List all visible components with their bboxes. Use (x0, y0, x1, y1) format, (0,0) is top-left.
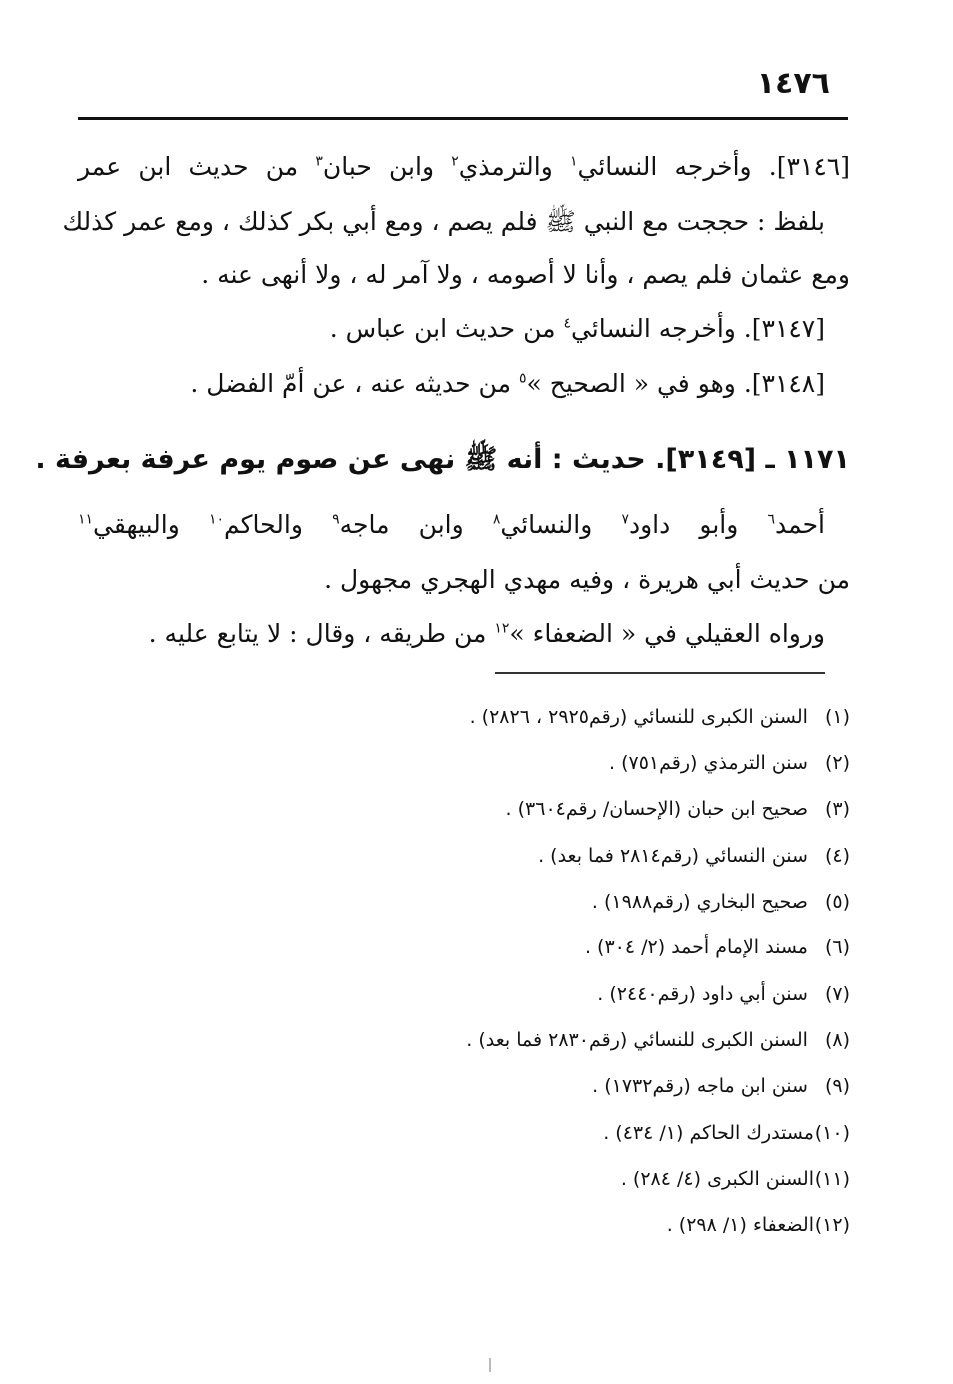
footnote-text: سنن النسائي (رقم٢٨١٤ فما بعد) . (538, 845, 808, 867)
footnote-text: مسند الإمام أحمد (٢/ ٣٠٤) . (584, 936, 808, 958)
footnote-3 (506, 789, 850, 829)
text: من حديثه عنه ، عن أمّ الفضل . (190, 369, 519, 398)
text: [٣١٤٦]. وأخرجه النسائي (577, 152, 850, 181)
footnote-ref-4[interactable]: ٤ (563, 315, 571, 332)
footnote-4 (538, 836, 850, 876)
page-number: ١٤٧٦ (756, 66, 830, 101)
footnote-ref-2[interactable]: ٢ (451, 153, 459, 170)
footnote-ref-8[interactable]: ٨ (492, 511, 501, 528)
footnote-ref-3[interactable]: ٣ (315, 153, 323, 170)
takhrij-line-1 (78, 503, 825, 547)
footnote-ref-12[interactable]: ١٢ (494, 620, 510, 637)
footnote-text: سنن الترمذي (رقم٧٥١) . (609, 752, 808, 774)
text: [٣١٤٧]. وأخرجه النسائي (570, 314, 825, 343)
text: والنسائي (500, 510, 622, 539)
footnote-ref-5[interactable]: ٥ (518, 370, 527, 387)
paragraph-3146-line-3: ومع عثمان فلم يصم ، وأنا لا أصومه ، ولا آمر له ، ولا أنهى عنه . (201, 260, 850, 289)
footnote-number: (٢) (824, 752, 850, 774)
scan-mark (489, 1358, 491, 1372)
footnote-text: السنن الكبرى (٤/ ٢٨٤) . (620, 1168, 814, 1190)
footnote-text: صحيح ابن حبان (الإحسان/ رقم٣٦٠٤) . (505, 798, 808, 820)
footnote-text: سنن أبي داود (رقم٢٤٤٠) . (597, 983, 808, 1005)
footnote-text: مستدرك الحاكم (١/ ٤٣٤) . (603, 1122, 814, 1144)
footnote-number: (٥) (824, 891, 850, 913)
footnote-8 (466, 1020, 850, 1060)
footnote-ref-6[interactable]: ٦ (767, 511, 776, 528)
text: من حديث ابن عمر (78, 152, 316, 181)
paragraph-3148 (190, 362, 825, 406)
text: أحمد (775, 510, 825, 539)
takhrij-line-3 (149, 612, 825, 656)
paragraph-3146-line-1 (78, 145, 850, 189)
footnote-number: (٨) (824, 1029, 850, 1051)
footnote-number: (١) (824, 706, 850, 728)
text: وأبو داود (628, 510, 768, 539)
footnote-text: السنن الكبرى للنسائي (رقم٢٨٣٠ فما بعد) . (466, 1029, 808, 1051)
footnote-text: سنن ابن ماجه (رقم١٧٣٢) . (592, 1075, 808, 1097)
footnote-text: السنن الكبرى للنسائي (رقم٢٩٢٥ ، ٢٨٢٦) . (469, 706, 808, 728)
takhrij-line-2: من حديث أبي هريرة ، وفيه مهدي الهجري مجهول . (324, 565, 850, 594)
paragraph-3146-line-2: بلفظ : حججت مع النبي ﷺ فلم يصم ، ومع أبي بكر كذلك ، ومع عمر كذلك (62, 207, 825, 236)
footnote-number: (٣) (824, 798, 850, 820)
footnote-number: (٤) (824, 845, 850, 867)
footnote-9 (592, 1066, 850, 1106)
hadith-number: ١١٧١ ـ [٣١٤٩]. (655, 444, 850, 475)
text: من طريقه ، وقال : لا يتابع عليه . (148, 619, 495, 648)
footnote-12 (667, 1205, 850, 1245)
footnote-text: صحيح البخاري (رقم١٩٨٨) . (591, 891, 808, 913)
footnote-6 (585, 927, 850, 967)
hadith-text: حديث : أنه ﷺ نهى عن صوم يوم عرفة بعرفة . (35, 444, 656, 475)
text: [٣١٤٨]. وهو في « الصحيح » (526, 369, 825, 398)
text: والبيهقي (93, 510, 209, 539)
text: وابن ماجه (339, 510, 493, 539)
text: والترمذي (458, 152, 570, 181)
footnote-separator (495, 672, 825, 674)
text: ورواه العقيلي في « الضعفاء » (509, 619, 825, 648)
header-rule (78, 117, 848, 120)
hadith-heading (35, 438, 850, 482)
footnote-7 (597, 974, 850, 1014)
footnote-number: (١٠) (814, 1122, 850, 1144)
footnote-10 (603, 1113, 850, 1153)
text: وابن حبان (322, 152, 452, 181)
footnote-ref-9[interactable]: ٩ (332, 511, 340, 528)
footnote-ref-11[interactable]: ١١ (78, 511, 94, 528)
footnote-number: (٩) (824, 1075, 850, 1097)
footnote-1 (470, 697, 850, 737)
footnote-ref-7[interactable]: ٧ (621, 511, 629, 528)
text: والحاكم (224, 510, 333, 539)
footnote-5 (592, 882, 850, 922)
footnote-ref-10[interactable]: ١٠ (208, 511, 224, 528)
footnote-number: (٦) (824, 936, 850, 958)
footnote-number: (٧) (824, 983, 850, 1005)
footnote-number: (١٢) (814, 1214, 850, 1236)
footnote-number: (١١) (814, 1168, 850, 1190)
footnote-11 (621, 1159, 850, 1199)
paragraph-3147 (330, 307, 825, 351)
footnote-ref-1[interactable]: ١ (569, 153, 578, 170)
footnote-text: الضعفاء (١/ ٢٩٨) . (666, 1214, 814, 1236)
text: من حديث ابن عباس . (329, 314, 564, 343)
footnote-2 (609, 743, 850, 783)
